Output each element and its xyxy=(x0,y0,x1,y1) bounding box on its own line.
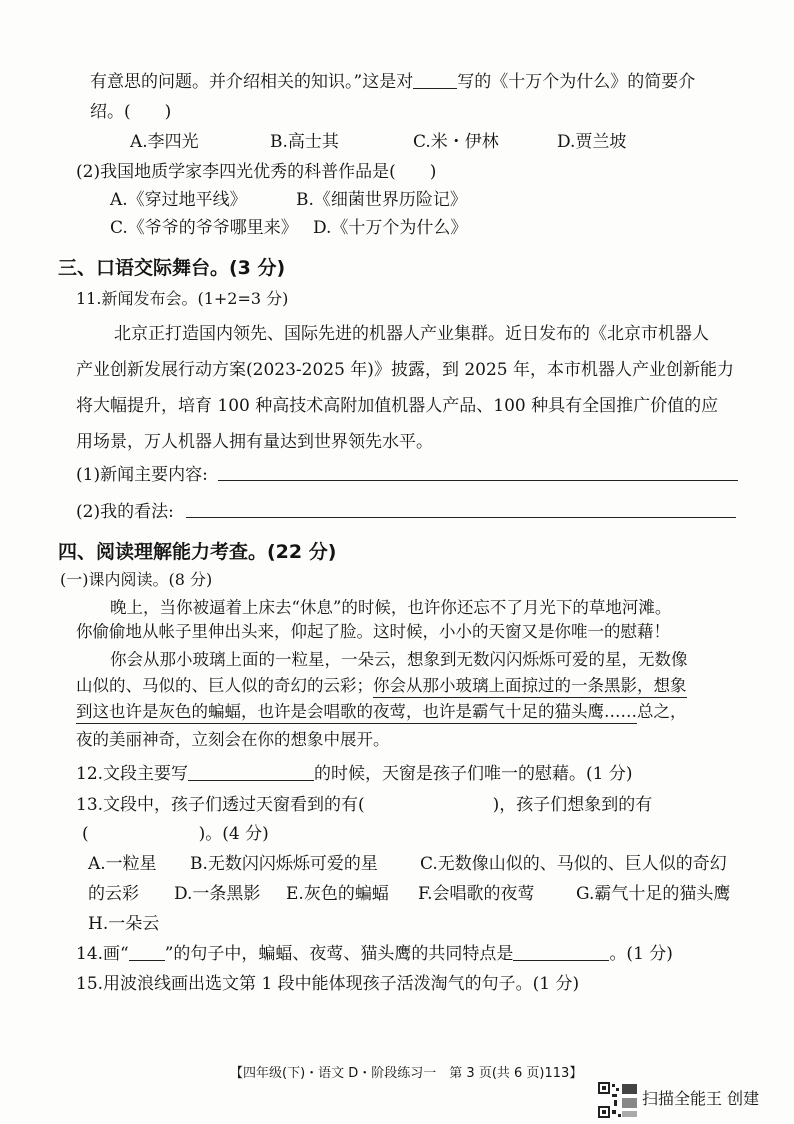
q2-option-d: D.《十万个为什么》 xyxy=(313,218,468,238)
q2-stem: (2)我国地质学家李四光优秀的科普作品是( ) xyxy=(76,162,437,182)
reading-para2-line1: 你会从那小玻璃上面的一粒星，一朵云，想象到无数闪闪烁烁可爱的星，无数像 xyxy=(110,650,688,669)
sub2-label: (2)我的看法: xyxy=(76,502,174,522)
q2-option-c: C.《爷爷的爷爷哪里来》 xyxy=(110,218,298,238)
q13-option-g: G.霸气十足的猫头鹰 xyxy=(576,884,731,904)
answer-blank[interactable] xyxy=(413,72,457,89)
prev-question-line2: 绍。( ) xyxy=(90,102,172,122)
q15: 15.用波浪线画出选文第 1 段中能体现孩子活泼淘气的句子。(1 分) xyxy=(76,974,580,994)
page-footer: 【四年级(下)・语文 D・阶段练习一 第 3 页(共 6 页)113】 xyxy=(230,1066,583,1081)
sub1-answer-line[interactable] xyxy=(218,480,738,481)
news-passage-line4: 用场景，万人机器人拥有量达到世界领先水平。 xyxy=(76,432,433,452)
q13-option-b: B.无数闪闪烁烁可爱的星 xyxy=(190,854,378,874)
reading-subtitle: (一)课内阅读。(8 分) xyxy=(60,570,213,589)
section4-title: 四、阅读理解能力考查。(22 分) xyxy=(58,541,337,563)
reading-para1-line2: 你偷偷地从帐子里伸出头来，仰起了脸。这时候，小小的天窗又是你唯一的慰藉！ xyxy=(76,622,670,641)
q12 xyxy=(76,762,633,786)
q13-text-b: )，孩子们想象到的有 xyxy=(492,795,653,815)
reading-para1-line1: 晚上，当你被逼着上床去“休息”的时候，也许你还忘不了月光下的草地河滩。 xyxy=(110,598,672,617)
option-b: B.高士其 xyxy=(270,132,339,152)
sub1-label: (1)新闻主要内容: xyxy=(76,465,208,485)
q13-option-a: A.一粒星 xyxy=(88,854,157,874)
prev-question-line1 xyxy=(90,70,695,94)
reading-para2-line3 xyxy=(76,700,687,724)
qr-code-icon xyxy=(596,1080,640,1120)
q13-text-a: 13.文段中，孩子们透过天窗看到的有( xyxy=(76,795,365,815)
scanner-watermark: 扫描全能王 创建 xyxy=(642,1089,760,1108)
q13-line1 xyxy=(76,793,652,817)
q14-text-c: 。(1 分) xyxy=(609,944,673,964)
prev-line1-a: 有意思的问题。并介绍相关的知识。”这是对 xyxy=(90,72,414,92)
underlined-sentence-part1: 你会从那小玻璃上面掠过的一条黑影，想象 xyxy=(373,676,687,698)
section3-title: 三、口语交际舞台。(3 分) xyxy=(58,257,286,279)
news-passage-line1: 北京正打造国内领先、国际先进的机器人产业集群。近日发布的《北京市机器人 xyxy=(114,324,709,344)
q13-text-d: )。(4 分) xyxy=(198,824,269,844)
news-passage-line2: 产业创新发展行动方案(2023-2025 年)》披露，到 2025 年，本市机器人产业创新能力 xyxy=(76,360,735,380)
q11-title: 11.新闻发布会。(1+2=3 分) xyxy=(76,289,289,308)
q14-answer-blank[interactable] xyxy=(513,944,609,961)
q13-option-f: F.会唱歌的夜莺 xyxy=(418,884,535,904)
para2-line3-plain: 总之， xyxy=(637,702,687,721)
q13-option-c: C.无数像山似的、马似的、巨人似的奇幻 xyxy=(420,854,727,874)
q13-option-c-cont: 的云彩 xyxy=(88,884,139,904)
q13-option-d: D.一条黑影 xyxy=(174,884,261,904)
q12-text-a: 12.文段主要写 xyxy=(76,764,189,784)
q14-line-type-blank[interactable] xyxy=(129,944,165,961)
reading-para2-line4: 夜的美丽神奇，立刻会在你的想象中展开。 xyxy=(76,730,390,749)
reading-para2-line2 xyxy=(76,674,687,698)
prev-line1-b: 写的《十万个为什么》的简要介 xyxy=(457,72,696,92)
q2-option-b: B.《细菌世界历险记》 xyxy=(296,190,467,210)
q13-option-h: H.一朵云 xyxy=(88,914,160,934)
q2-option-a: A.《穿过地平线》 xyxy=(110,190,247,210)
q13-option-e: E.灰色的蝙蝠 xyxy=(286,884,389,904)
para2-line2-plain: 山似的、马似的、巨人似的奇幻的云彩； xyxy=(76,676,373,695)
sub2-answer-line[interactable] xyxy=(186,517,736,518)
q14-text-a: 14.画“ xyxy=(76,944,129,964)
underlined-sentence-part2: 到这也许是灰色的蝙蝠，也许是会唱歌的夜莺，也许是霸气十足的猫头鹰…… xyxy=(76,702,637,724)
option-d: D.贾兰坡 xyxy=(557,132,627,152)
q12-answer-blank[interactable] xyxy=(188,764,314,781)
q13-line2 xyxy=(82,822,269,846)
q12-text-b: 的时候，天窗是孩子们唯一的慰藉。(1 分) xyxy=(314,764,633,784)
option-a: A.李四光 xyxy=(130,132,199,152)
q14 xyxy=(76,942,673,966)
news-passage-line3: 将大幅提升，培育 100 种高技术高附加值机器人产品、100 种具有全国推广价值的应 xyxy=(76,396,719,416)
q13-text-c: ( xyxy=(82,824,89,844)
option-c: C.米・伊林 xyxy=(413,132,499,152)
q14-text-b: ”的句子中，蝙蝠、夜莺、猫头鹰的共同特点是 xyxy=(164,944,514,964)
